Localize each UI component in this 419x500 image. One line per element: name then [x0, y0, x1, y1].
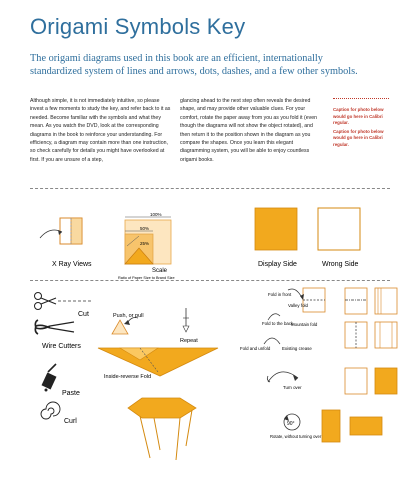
display-side-square — [255, 208, 297, 250]
paste-label: Paste — [62, 390, 80, 397]
upper-diagrams — [0, 190, 419, 280]
xray-label: X Ray Views — [52, 261, 92, 268]
rotate-label: Rotate, without turning over — [270, 434, 322, 439]
pct-100: 100% — [150, 212, 162, 217]
wire-cutters-icon — [35, 320, 74, 334]
repeat-label: Repeat — [180, 338, 198, 344]
body-column-2: glancing ahead to the next step often reveals the desired shape, and may provide other valuable clues. For your comfort, rotate the paper away from you as you fold it (even though the diagrams will not show the object rotated), and then return it to the position shown in the diagram as you compare the shapes. Once you learn this elegant diagramming system, you will be able to enjoy countless origami books. — [180, 98, 317, 163]
wrong-side-label: Wrong Side — [322, 261, 359, 268]
caption-2: Caption for photo below would go here in Calibri regular. — [333, 128, 384, 147]
wire-cutters-label: Wire Cutters — [42, 343, 81, 350]
lead-paragraph: The origami diagrams used in this book are an efficient, internationally standardized system of lines and arrows, dots, dashes, and a few other symbols. — [30, 53, 358, 77]
fold-back-arrow-icon — [268, 314, 280, 320]
hexagon-diagram — [128, 398, 196, 460]
fold-unfold-label: Fold and unfold — [240, 346, 271, 351]
page-title: Origami Symbols Key — [30, 14, 246, 39]
pct-25: 25% — [140, 241, 150, 246]
paste-icon — [42, 364, 57, 392]
curl-icon — [41, 402, 60, 419]
display-side-label: Display Side — [258, 261, 297, 268]
pct-50: 50% — [140, 226, 150, 231]
divider-top — [30, 188, 390, 189]
repeat-arrow-icon — [183, 308, 189, 332]
fold-unfold-diagram — [345, 322, 397, 348]
valley-label: Valley fold — [288, 303, 308, 308]
inside-reverse-label: Inside-reverse Fold — [104, 374, 152, 380]
fold-unfold-arrow-icon — [264, 338, 280, 344]
mountain-label: Mountain fold — [291, 322, 318, 327]
valley-fold-diagram — [288, 288, 325, 312]
turn-over-label: Turn over — [283, 385, 302, 390]
rotate-example — [322, 410, 382, 442]
xray-diagram — [40, 218, 82, 244]
caption-1: Caption for photo below would go here in Calibri regular. — [333, 107, 384, 126]
rotate-degree: 90° — [287, 421, 295, 427]
wrong-side-square — [318, 208, 360, 250]
sidebar-dots — [333, 98, 389, 99]
lower-diagrams — [0, 282, 419, 500]
scale-label: Scale — [152, 268, 168, 274]
curl-label: Curl — [64, 418, 77, 425]
scissors-icon — [35, 293, 93, 310]
push-label: Push, or pull — [113, 313, 144, 319]
crease-label: Existing crease — [282, 346, 312, 351]
divider-middle — [30, 280, 390, 281]
scale-ratio: Ratio of Paper Size to Brand Size — [118, 276, 175, 280]
turn-over-icon — [267, 372, 298, 382]
body-column-1: Although simple, it is not immediately intuitive, so please invest a few moments to study the key, and refer back to it as needed. Become familiar with the symbols and what they mean. As you watch the DVD, look at the corresponding diagrams in the book to reinforce your understanding. For efficiency, a diagram may contain more than one instruction, so check carefully for details you might have overlooked at first. If you are unsure of a step, — [30, 98, 171, 163]
push-pull-diagram — [112, 318, 138, 335]
mountain-fold-diagram — [345, 288, 397, 314]
caption-sidebar — [333, 98, 395, 149]
cut-label: Cut — [78, 311, 89, 318]
fold-back-label: Fold to the back — [262, 321, 294, 326]
fold-front-label: Fold in front — [268, 292, 292, 297]
turn-over-example — [345, 368, 397, 394]
inside-reverse-fold-diagram — [98, 348, 218, 376]
